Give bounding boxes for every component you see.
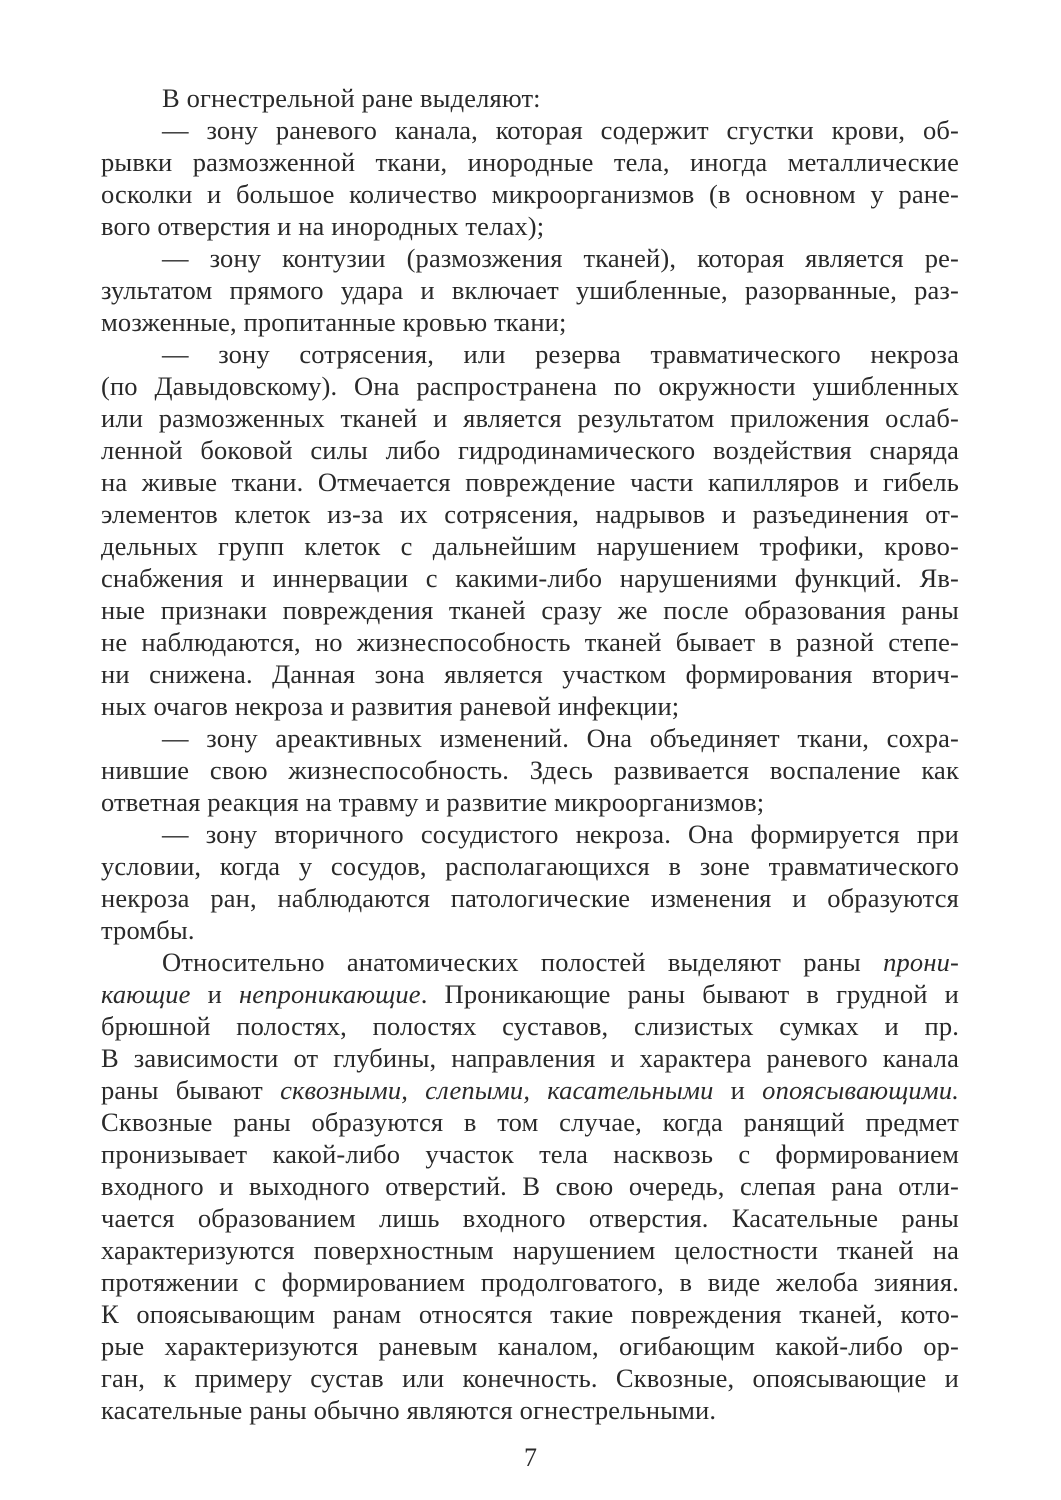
text-line	[101, 978, 959, 1010]
text-run: условии, когда у сосудов, располагающихся в зоне травматического	[101, 851, 959, 881]
text-line	[101, 658, 959, 690]
text-run: входного и выходного отверстий. В свою очередь, слепая рана отли-	[101, 1171, 959, 1201]
text-run: — зону контузии (размозжения тканей), которая является ре-	[162, 243, 959, 273]
text-line	[101, 1170, 959, 1202]
text-line	[101, 1106, 959, 1138]
text-run: некроза ран, наблюдаются патологические изменения и образуются	[101, 883, 959, 913]
text-run: ни снижена. Данная зона является участком формирования вторич-	[101, 659, 959, 689]
text-line	[162, 722, 959, 754]
text-line	[101, 690, 959, 722]
text-line	[162, 242, 959, 274]
text-line	[162, 946, 959, 978]
text-line	[101, 1138, 959, 1170]
text-line	[101, 850, 959, 882]
text-run: или размозженных тканей и является результатом приложения ослаб-	[101, 403, 959, 433]
text-run: пронизывает какой-либо участок тела насквозь с формированием	[101, 1139, 959, 1169]
text-run: — зону вторичного сосудистого некроза. Она формируется при	[162, 819, 959, 849]
text-line	[101, 1330, 959, 1362]
text-run: К опоясывающим ранам относятся такие повреждения тканей, кото-	[101, 1299, 959, 1329]
text-run: раны бывают	[101, 1075, 281, 1105]
text-run: мозженные, пропитанные кровью ткани;	[101, 307, 567, 337]
text-line	[101, 274, 959, 306]
text-run: ные признаки повреждения тканей сразу же после образования раны	[101, 595, 959, 625]
text-line	[101, 210, 959, 242]
text-run: — зону раневого канала, которая содержит сгустки крови, об-	[162, 115, 959, 145]
text-line	[162, 82, 959, 114]
italic-term: сквозными, слепыми, касательными	[280, 1075, 714, 1105]
text-line	[101, 1202, 959, 1234]
text-line	[101, 530, 959, 562]
text-run: протяжении с формированием продолговатого, в виде желоба зияния.	[101, 1267, 959, 1297]
text-line	[101, 1234, 959, 1266]
text-line	[101, 146, 959, 178]
text-line	[101, 754, 959, 786]
text-run: ответная реакция на травму и развитие микроорганизмов;	[101, 787, 765, 817]
text-line	[101, 466, 959, 498]
text-run: — зону сотрясения, или резерва травматического некроза	[162, 339, 959, 369]
text-run: дельных групп клеток с дальнейшим нарушением трофики, крово-	[101, 531, 959, 561]
text-run: ленной боковой силы либо гидродинамического воздействия снаряда	[101, 435, 959, 465]
text-run: не наблюдаются, но жизнеспособность тканей бывает в разной степе-	[101, 627, 959, 657]
text-line	[101, 1010, 959, 1042]
italic-term: кающие	[101, 979, 191, 1009]
text-line	[101, 1362, 959, 1394]
text-run: ган, к примеру сустав или конечность. Сквозные, опоясывающие и	[101, 1363, 959, 1393]
text-run: тромбы.	[101, 915, 195, 945]
text-line	[101, 434, 959, 466]
text-run: элементов клеток из-за их сотрясения, надрывов и разъединения от-	[101, 499, 959, 529]
text-line	[101, 914, 959, 946]
page-number: 7	[524, 1443, 537, 1472]
text-run: (по Давыдовскому). Она распространена по окружности ушибленных	[101, 371, 959, 401]
text-run: зультатом прямого удара и включает ушибленные, разорванные, раз-	[101, 275, 959, 305]
text-run: рывки размозженной ткани, инородные тела, иногда металлические	[101, 147, 959, 177]
text-run: чается образованием лишь входного отверстия. Касательные раны	[101, 1203, 959, 1233]
text-run: и	[190, 979, 240, 1009]
text-line	[101, 594, 959, 626]
text-line	[101, 786, 959, 818]
text-run: В зависимости от глубины, направления и характера раневого канала	[101, 1043, 959, 1073]
text-line	[101, 1394, 959, 1426]
text-line	[101, 370, 959, 402]
text-line	[101, 1298, 959, 1330]
text-line	[101, 498, 959, 530]
italic-term: прони-	[883, 947, 959, 977]
text-line	[101, 306, 959, 338]
text-line	[101, 1042, 959, 1074]
text-line	[162, 338, 959, 370]
text-line	[101, 1074, 959, 1106]
text-line	[101, 562, 959, 594]
italic-term: опоясывающими.	[762, 1075, 959, 1105]
text-run: вого отверстия и на инородных телах);	[101, 211, 545, 241]
text-run: Сквозные раны образуются в том случае, когда ранящий предмет	[101, 1107, 959, 1137]
text-run: и	[713, 1075, 763, 1105]
text-line	[101, 882, 959, 914]
text-line	[101, 402, 959, 434]
text-line	[101, 1266, 959, 1298]
text-run: В огнестрельной ране выделяют:	[162, 83, 541, 113]
text-run: рые характеризуются раневым каналом, огибающим какой-либо ор-	[101, 1331, 959, 1361]
text-run: брюшной полостях, полостях суставов, слизистых сумках и пр.	[101, 1011, 959, 1041]
text-run: касательные раны обычно являются огнестрельными.	[101, 1395, 717, 1425]
text-run: снабжения и иннервации с какими-либо нарушениями функций. Яв-	[101, 563, 959, 593]
text-line	[162, 818, 959, 850]
text-line	[101, 178, 959, 210]
text-run: Относительно анатомических полостей выделяют раны	[162, 947, 884, 977]
text-run: на живые ткани. Отмечается повреждение части капилляров и гибель	[101, 467, 959, 497]
text-run: характеризуются поверхностным нарушением целостности тканей на	[101, 1235, 959, 1265]
text-run: . Проникающие раны бывают в грудной и	[420, 979, 959, 1009]
italic-term: непроникающие	[239, 979, 421, 1009]
text-run: осколки и большое количество микроорганизмов (в основном у ране-	[101, 179, 959, 209]
text-run: ных очагов некроза и развития раневой инфекции;	[101, 691, 680, 721]
text-run: нившие свою жизнеспособность. Здесь развивается воспаление как	[101, 755, 959, 785]
text-line	[101, 626, 959, 658]
text-run: — зону ареактивных изменений. Она объединяет ткани, сохра-	[162, 723, 959, 753]
text-line	[162, 114, 959, 146]
